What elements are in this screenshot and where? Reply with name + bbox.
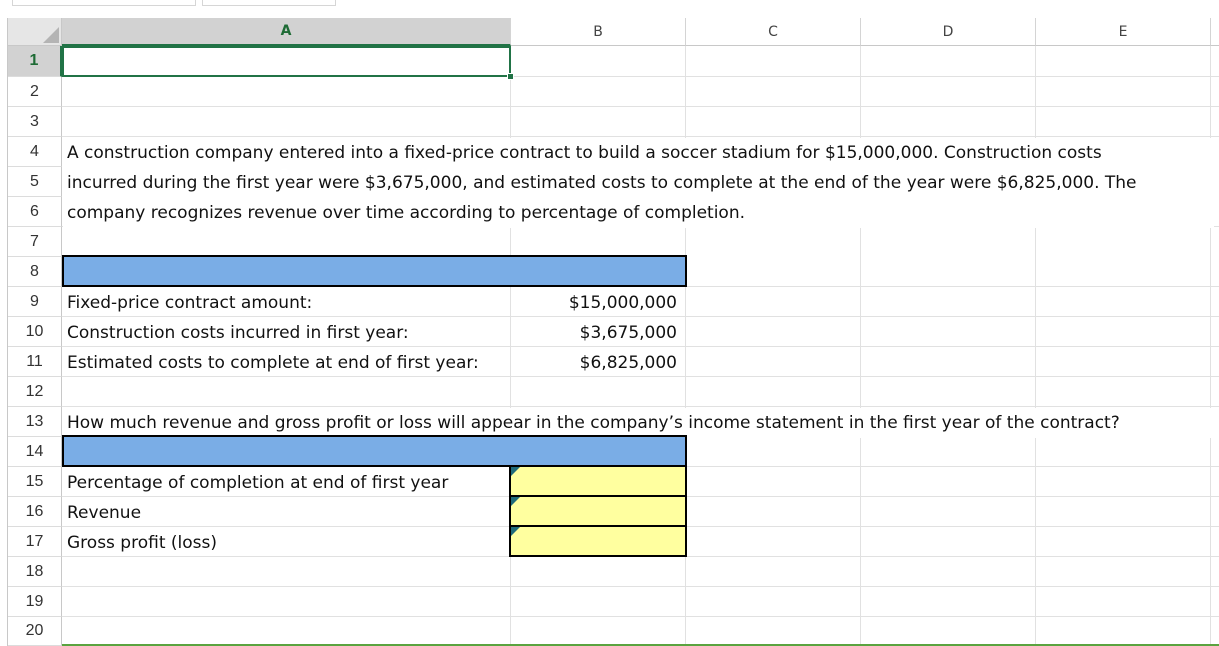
row-header-13[interactable]: 13 (8, 407, 62, 437)
row-header-16[interactable]: 16 (8, 497, 62, 527)
gross-profit-label: Gross profit (loss) (67, 533, 217, 553)
row-header-3[interactable]: 3 (8, 107, 62, 137)
row-header-5[interactable]: 5 (8, 167, 62, 197)
select-all-button[interactable] (8, 18, 62, 46)
fill-handle[interactable] (507, 73, 514, 80)
row-header-10[interactable]: 10 (8, 317, 62, 347)
row-header-8[interactable]: 8 (8, 257, 62, 287)
ribbon-edge (0, 0, 1219, 17)
problem-text-line-1: A construction company entered into a fixed-price contract to build a soccer stadium for $15,000,000. Construction costs (63, 138, 1214, 168)
row-header-12[interactable]: 12 (8, 377, 62, 407)
column-header-d[interactable]: D (861, 18, 1036, 46)
contract-amount-value[interactable]: $15,000,000 (568, 293, 677, 313)
row-header-18[interactable]: 18 (8, 557, 62, 587)
row-header-19[interactable]: 19 (8, 587, 62, 617)
costs-incurred-label: Construction costs incurred in first year: (67, 323, 409, 343)
row-header-14[interactable]: 14 (8, 437, 62, 467)
row-header-7[interactable]: 7 (8, 227, 62, 257)
problem-text-line-2: incurred during the first year were $3,675,000, and estimated costs to complete at the end of the year were $6,825,000. The (63, 168, 1214, 198)
column-header-a[interactable]: A (62, 18, 511, 46)
row-header-17[interactable]: 17 (8, 527, 62, 557)
row-header-20[interactable]: 20 (8, 617, 62, 646)
costs-incurred-value[interactable]: $3,675,000 (579, 323, 677, 343)
row-header-9[interactable]: 9 (8, 287, 62, 317)
answer-header-band[interactable] (62, 435, 687, 467)
comment-indicator-icon[interactable] (511, 467, 520, 476)
column-header-f[interactable] (1211, 18, 1219, 46)
comment-indicator-icon[interactable] (511, 497, 520, 506)
problem-text-line-3: company recognizes revenue over time according to percentage of completion. (63, 198, 1214, 228)
tab-edge (202, 0, 336, 6)
percentage-label: Percentage of completion at end of first year (67, 473, 449, 493)
estimated-costs-value[interactable]: $6,825,000 (579, 353, 677, 373)
row-header-4[interactable]: 4 (8, 137, 62, 167)
tab-edge (12, 0, 196, 6)
revenue-input-cell[interactable] (509, 495, 687, 527)
comment-indicator-icon[interactable] (511, 527, 520, 536)
row-header-15[interactable]: 15 (8, 467, 62, 497)
revenue-label: Revenue (67, 503, 142, 523)
row-header-2[interactable]: 2 (8, 77, 62, 107)
percentage-input-cell[interactable] (509, 465, 687, 497)
row-header-6[interactable]: 6 (8, 197, 62, 227)
row-header-11[interactable]: 11 (8, 347, 62, 377)
contract-amount-label: Fixed-price contract amount: (67, 293, 313, 313)
column-header-e[interactable]: E (1036, 18, 1211, 46)
column-header-c[interactable]: C (686, 18, 861, 46)
gross-profit-input-cell[interactable] (509, 525, 687, 557)
column-header-b[interactable]: B (511, 18, 686, 46)
question-text: How much revenue and gross profit or loss will appear in the company’s income statement in the first year of the contract? (63, 408, 1214, 438)
estimated-costs-label: Estimated costs to complete at end of first year: (67, 353, 479, 373)
row-header-1[interactable]: 1 (8, 46, 62, 77)
select-all-icon (43, 27, 59, 43)
given-header-band[interactable] (62, 255, 687, 287)
active-cell-a1[interactable] (62, 46, 511, 77)
sheet-left-edge (0, 18, 8, 646)
